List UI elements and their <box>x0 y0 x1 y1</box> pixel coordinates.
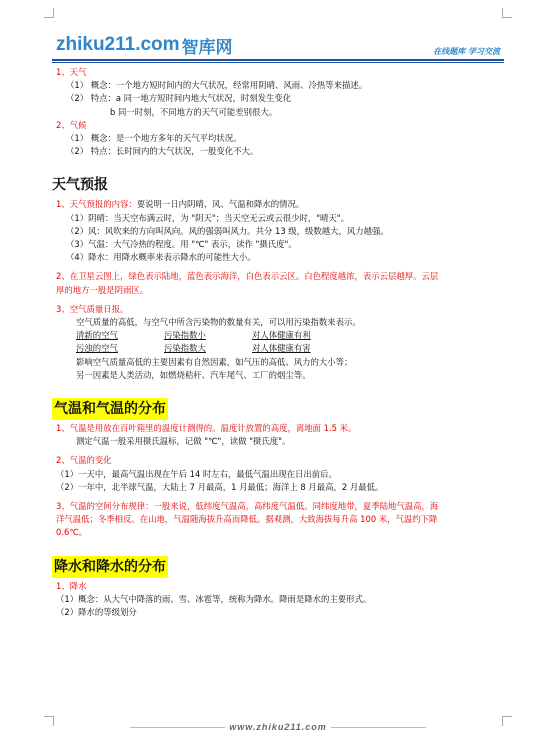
temp-measure-2: 测定气温一般采用摄氏温标，记做 "℃"，读做 "摄氏度"。 <box>76 436 291 447</box>
cell: 对人体健康有利 <box>252 330 311 341</box>
temp-distribution-3: 0.6℃。 <box>56 527 88 538</box>
temp-distribution-2: 洋气温低；冬季相反。在山地，气温随海拔升高而降低。据观测，大致海拔每升高 100 米，气温约下降 <box>56 514 438 525</box>
forecast-item-cloud: （1）阴晴：当天空布满云时，为 "阴天"；当天空无云或云很少时，"晴天"。 <box>66 212 350 223</box>
air-quality-row-polluted <box>52 342 506 355</box>
heading-text: 天气预报 <box>52 177 108 194</box>
cell: 污染指数大 <box>164 343 206 354</box>
document-body <box>52 66 506 619</box>
header-tagline: 在线题库 学习交流 <box>433 47 500 56</box>
temp-change-title: 2、气温的变化 <box>56 455 112 466</box>
forecast-content-title: 1、天气预报的内容： <box>56 199 137 210</box>
cell: 污染指数小 <box>164 330 206 341</box>
satellite-line-1: 2、在卫星云图上，绿色表示陆地，蓝色表示海洋，白色表示云区。白色程度越浓，表示云层越厚。云层 <box>56 271 439 282</box>
temp-change-year: （2）一年中，北半球气温，大陆上 7 月最高，1 月最低；海洋上 8 月最高，2 月最低。 <box>56 481 384 492</box>
heading-precipitation <box>52 556 506 578</box>
air-quality-title: 3、空气质量日报。 <box>56 303 129 314</box>
air-quality-row-clean <box>52 329 506 342</box>
cell: 清新的空气 <box>76 330 118 341</box>
cell: 污浊的空气 <box>76 343 118 354</box>
logo-text-en: zhiku211.com <box>56 34 180 55</box>
temp-change-day: （1）一天中，最高气温出现在午后 14 时左右，最低气温出现在日出前后。 <box>56 468 337 479</box>
weather-feature-a: （2） 特点：a 同一地方短时间内地大气状况，时刻发生变化 <box>66 93 292 104</box>
temp-distribution-1: 3、气温的空间分布规律：一般来说，低纬度气温高，高纬度气温低。同纬度地带，夏季陆地气温高，海 <box>56 501 439 512</box>
forecast-item-temperature: （3）气温：大气冷热的程度。用 "℃" 表示，读作 "摄氏度"。 <box>66 239 297 250</box>
spacer <box>52 158 506 168</box>
air-quality-desc: 空气质量的高低，与空气中所含污染物的数量有关，可以用污染指数来表示。 <box>76 317 361 328</box>
precipitation-levels: （2）降水的等级划分 <box>56 607 137 618</box>
heading-text: 降水和降水的分布 <box>52 556 168 578</box>
heading-temperature <box>52 398 506 420</box>
forecast-item-wind: （2）风：风吹来的方向叫风向。风的强弱叫风力。共分 13 级，级数越大，风力越强。 <box>66 225 389 236</box>
satellite-line-2: 厚的地方一般是阴雨区。 <box>56 284 149 295</box>
footer-url[interactable]: www.zhiku211.com <box>225 722 331 732</box>
crop-mark-top-left <box>44 8 54 18</box>
header-rule <box>52 59 504 61</box>
logo-text-cn: 智库网 <box>181 37 233 58</box>
heading-text: 气温和气温的分布 <box>52 398 168 420</box>
heading-weather-forecast <box>52 174 506 196</box>
climate-title: 2、气候 <box>56 119 87 130</box>
forecast-content-rest: 要说明一日内阴晴、风、气温和降水的情况。 <box>136 199 305 210</box>
forecast-content <box>52 198 506 211</box>
crop-mark-top-right <box>502 8 512 18</box>
weather-feature-b: b 同一时刻，不同地方的天气可能差别很大。 <box>110 106 278 117</box>
spacer <box>52 382 506 392</box>
precipitation-title: 1、降水 <box>56 580 87 591</box>
temp-measure-1: 1、气温是用放在百叶箱里的温度计测得的。温度计放置的高度，离地面 1.5 米。 <box>56 423 357 434</box>
footer <box>0 722 556 732</box>
climate-concept: （1） 概念：是一个地方多年的天气平均状况。 <box>66 133 242 144</box>
air-quality-human: 另一因素是人类活动，如燃烧秸秆、汽车尾气、工厂的烟尘等。 <box>76 369 311 380</box>
cell: 对人体健康有害 <box>252 343 311 354</box>
weather-concept: （1） 概念：一个地方短时间内的大气状况，经常用阴晴、风雨、冷热等来描述。 <box>66 80 368 91</box>
air-quality-factors: 影响空气质量高低的主要因素有自然因素，如气压的高低、风力的大小等； <box>76 356 353 367</box>
forecast-item-precipitation: （4）降水：用降水概率来表示降水的可能性大小。 <box>66 252 256 263</box>
header-rule-thin <box>52 62 504 63</box>
weather-title: 1、天气 <box>56 67 87 77</box>
header-logo[interactable] <box>56 34 233 56</box>
climate-feature: （2） 特点：长时间内的大气状况，一般变化不大。 <box>66 146 259 157</box>
spacer <box>52 540 506 550</box>
precipitation-concept: （1）概念：从大气中降落的雨、雪、冰雹等，统称为降水。降雨是降水的主要形式。 <box>56 593 372 604</box>
